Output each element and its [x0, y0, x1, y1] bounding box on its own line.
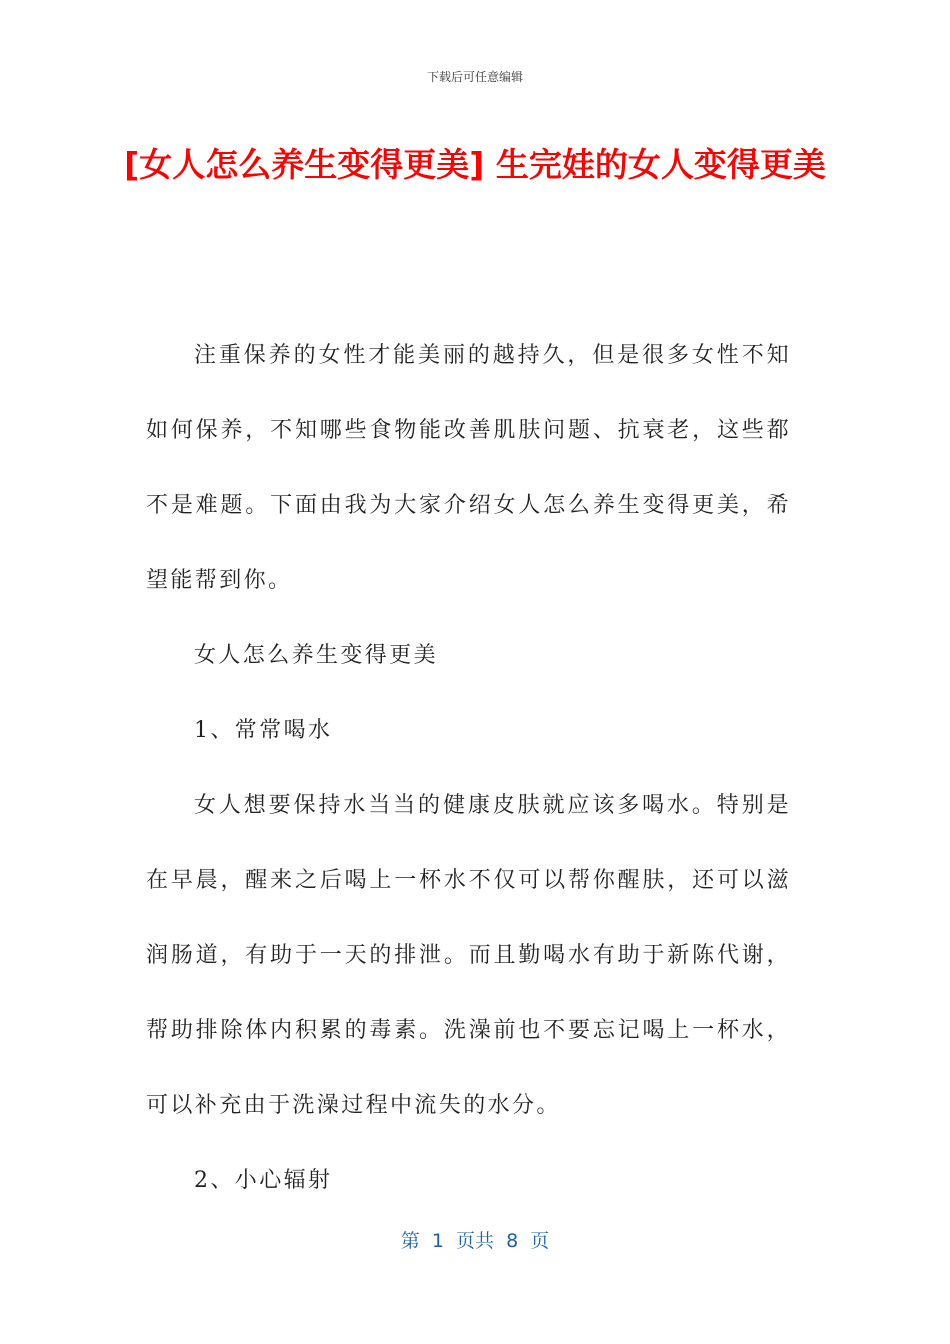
paragraph-water: 女人想要保持水当当的健康皮肤就应该多喝水。特别是在早晨，醒来之后喝上一杯水不仅可以帮你醒肤，还可以滋润肠道，有助于一天的排泄。而且勤喝水有助于新陈代谢，帮助排除体内积累的毒素。洗澡前也不要忘记喝上一杯水，可以补充由于洗澡过程中流失的水分。: [146, 793, 791, 1118]
document-body: [146, 318, 791, 1218]
list-heading-1: 1、常常喝水: [194, 718, 333, 743]
section-heading: 女人怎么养生变得更美: [194, 643, 439, 668]
list-heading-2: 2、小心辐射: [194, 1168, 333, 1193]
page-footer: 第 1 页共 8 页: [400, 1230, 550, 1252]
header-note: 下载后可任意编辑: [426, 70, 523, 84]
document-title: [女人怎么养生变得更美] 生完娃的女人变得更美: [124, 145, 826, 184]
paragraph-intro: 注重保养的女性才能美丽的越持久，但是很多女性不知如何保养，不知哪些食物能改善肌肤问题、抗衰老，这些都不是难题。下面由我为大家介绍女人怎么养生变得更美，希望能帮到你。: [146, 343, 791, 593]
